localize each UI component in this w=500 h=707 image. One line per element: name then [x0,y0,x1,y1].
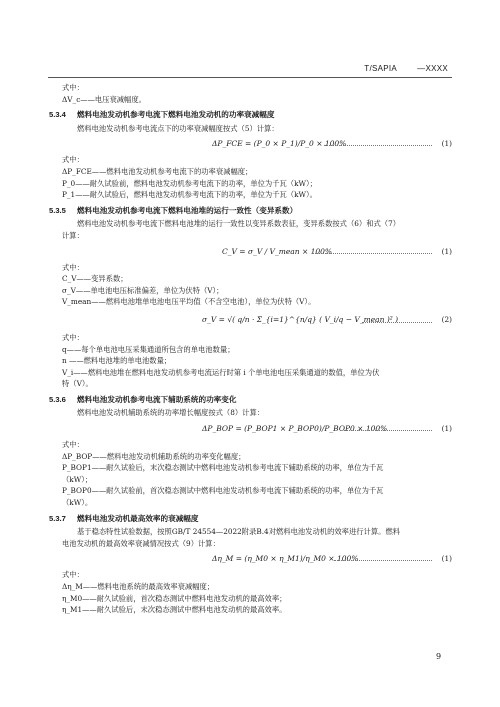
equation-number: (1) [441,139,452,149]
equation-formula: ΔP_FCE = (P_0 × P_1)/P_0 × 100% [212,139,347,149]
page-number: 9 [436,652,442,661]
equation-number: (1) [441,554,452,564]
equation-number: (1) [441,424,452,434]
leader-dots [344,422,432,431]
text-line: （kW）。 [62,498,93,508]
text-line: η_M1——耐久试验后，末次稳态测试中燃料电池发动机的最高效率。 [62,605,287,615]
text-line: V_mean——燃料电池堆单电池电压平均值（不含空电池），单位为伏特（V）。 [62,297,316,307]
equation-max-efficiency [62,549,452,569]
leader-dots [334,552,432,561]
equation-variation-coefficient [62,242,452,262]
text-line: 式中： [62,332,84,342]
text-line: 燃料电池发动机参考电流下燃料电池堆的运行一致性以变异系数表征，变异系数按式（6）和式（7） [77,219,401,229]
header-org: T/SAPIA [364,64,397,73]
text-line: 式中： [62,155,84,165]
header-code: —XXXX [417,64,448,73]
text-line: 式中： [62,83,84,92]
header-rule [48,77,452,78]
text-line: （kW）； [62,474,93,484]
equation-number: (1) [441,246,452,256]
text-line: 计算： [62,230,84,240]
text-line: 式中： [62,262,84,272]
equation-bop-power [62,419,452,439]
running-header [346,64,448,73]
leader-dots [312,245,432,254]
equation-std-deviation [62,308,452,332]
text-line: n ——燃料电池堆的单电池数量； [62,356,172,366]
text-line: P_BOP1——耐久试验后，末次稳态测试中燃料电池发动机参考电流下辅助系统的功率，单位为千瓦 [62,463,384,473]
page-body [49,82,452,616]
leader-dots [362,314,432,323]
equation-power-decay [62,134,452,154]
text-line: 基于稳态特性试验数据，按照GB/T 24554—2022附录B.4对燃料电池发动机的效率进行计算。燃料 [77,527,401,537]
section-heading-5-3-7: 5.3.7 燃料电池发动机最高效率的衰减幅度 [49,513,199,523]
text-line: ΔV_c——电压衰减幅度。 [62,94,146,104]
leader-dots [324,137,432,146]
text-line: 燃料电池发动机参考电流点下的功率衰减幅度按式（5）计算： [77,123,279,133]
equation-formula: ΔP_BOP = (P_BOP1 × P_BOP0)/P_BOP0 × 100% [202,424,388,434]
text-line: 燃料电池发动机辅助系统的功率增长幅度按式（8）计算： [77,408,265,418]
equation-formula: σ_V = √( q/n · Σ_{i=1}^{n/q} ( V_i/q − V_mean )² ) [202,314,399,324]
text-line: Δη_M——燃料电池系统的最高效率衰减幅度； [62,582,215,591]
text-line: 式中： [62,440,84,450]
section-heading-5-3-5: 5.3.5 燃料电池发动机参考电流下燃料电池堆的运行一致性（变异系数） [49,205,298,215]
text-line: ΔP_FCE——燃料电池发动机参考电流下的功率衰减幅度； [62,166,253,176]
text-line: q——每个单电池电压采集通道所包含的单电池数量； [62,344,235,354]
text-line: 式中： [62,570,84,580]
text-line: P_0——耐久试验前，燃料电池发动机参考电流下的功率，单位为千瓦（kW）； [62,178,317,188]
text-line: 电池发动机的最高效率衰减情况按式（9）计算： [62,538,220,548]
text-line: P_1——耐久试验后，燃料电池发动机参考电流下的功率，单位为千瓦（kW）。 [62,190,317,200]
equation-number: (2) [441,314,452,324]
equation-formula: C_V = σ_V / V_mean × 100% [222,246,333,256]
text-line: 特（V）。 [62,379,93,389]
section-heading-5-3-4: 5.3.4 燃料电池发动机参考电流下燃料电池发动机的功率衰减幅度 [49,110,275,120]
text-line: ΔP_BOP——燃料电池发动机辅助系统的功率变化幅度； [62,451,246,461]
equation-formula: Δη_M = (η_M0 × η_M1)/η_M0 × 100% [212,554,359,564]
text-line: V_i——燃料电池堆在燃料电池发动机参考电流运行时第 i 个单电池电压采集通道的数值，单位为伏 [62,367,380,377]
text-line: C_V——变异系数； [62,274,128,284]
text-line: η_M0——耐久试验前，首次稳态测试中燃料电池发动机的最高效率； [62,593,287,603]
text-line: P_BOP0——耐久试验前，首次稳态测试中燃料电池发动机参考电流下辅助系统的功率，单位为千瓦 [62,486,384,496]
text-line: σ_V——单电池电压标准偏差，单位为伏特（V）； [62,285,224,295]
section-heading-5-3-6: 5.3.6 燃料电池发动机参考电流下辅助系统的功率变化 [49,394,237,404]
